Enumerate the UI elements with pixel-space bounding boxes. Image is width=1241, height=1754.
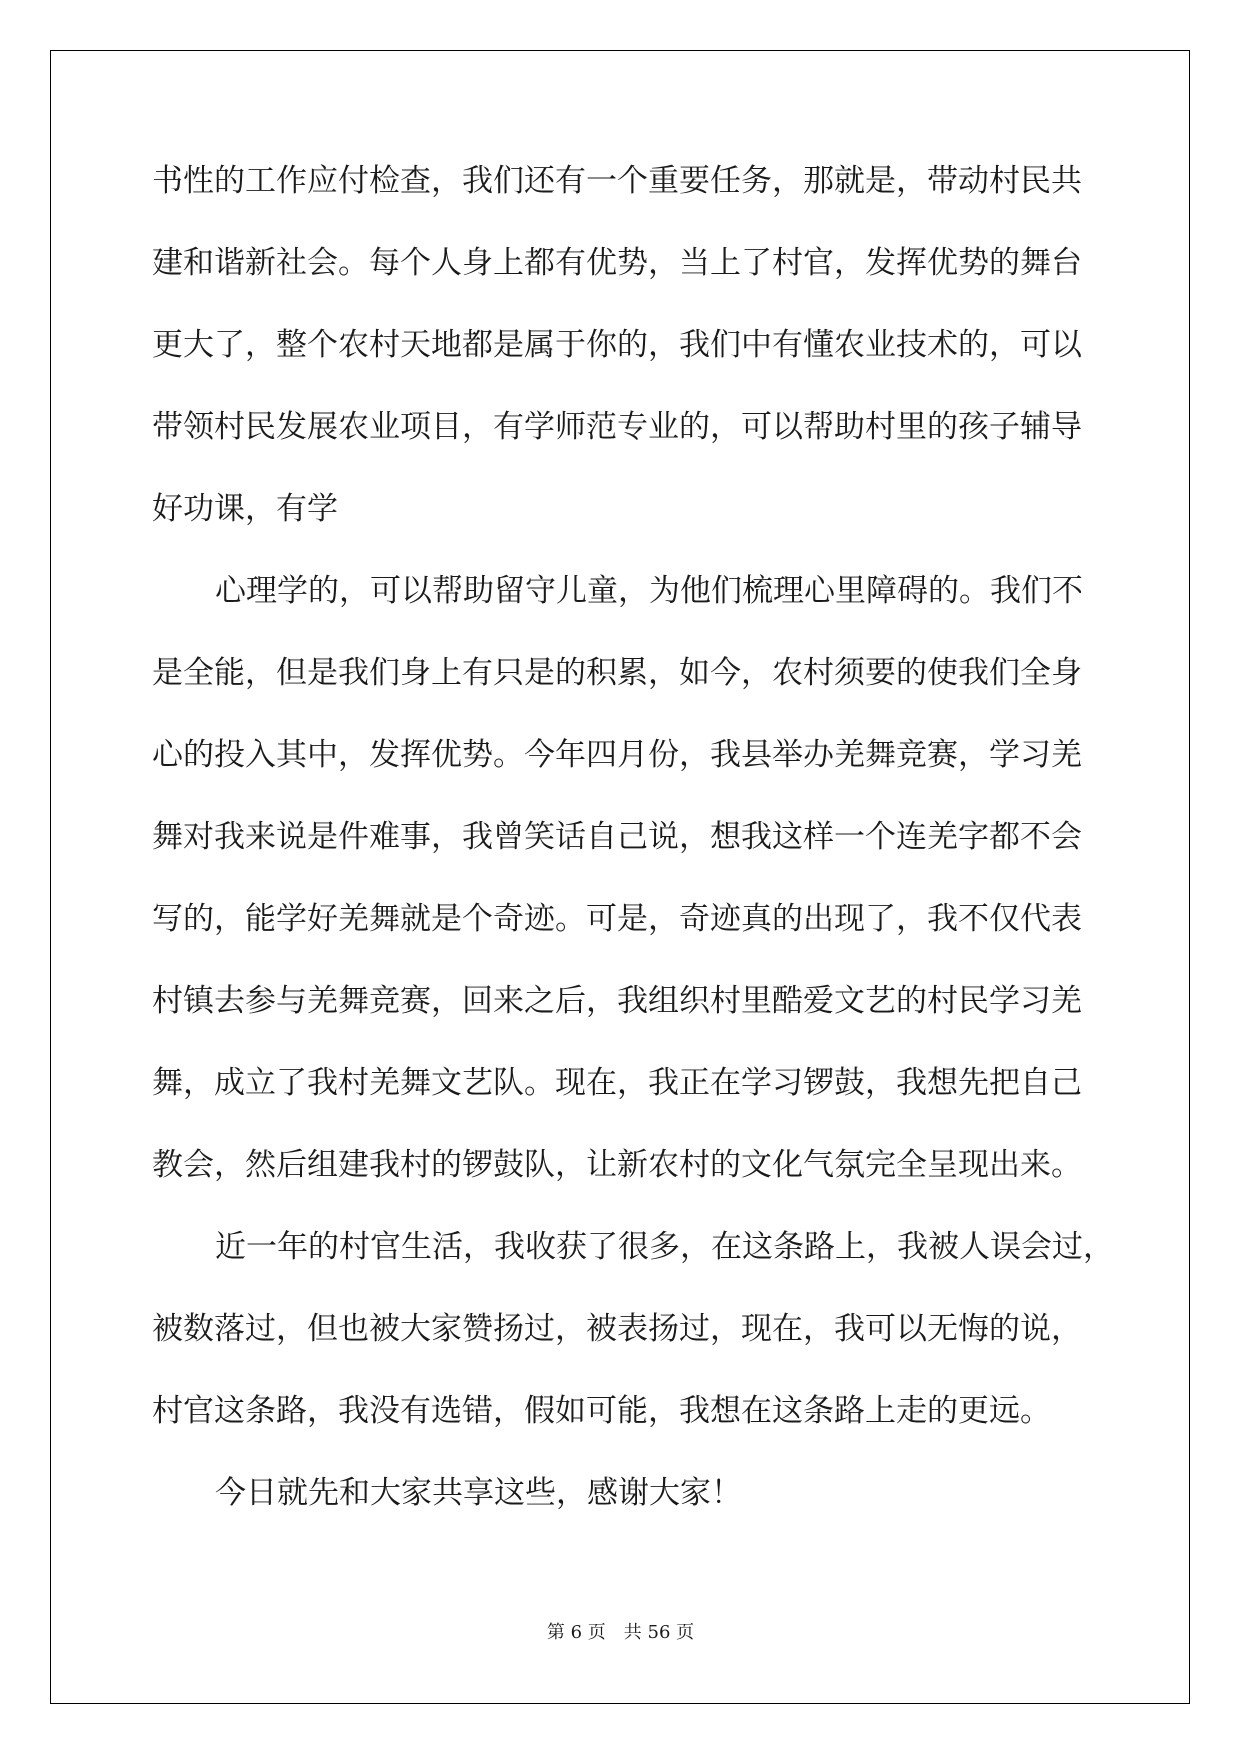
document-body [152,160,1112,1554]
text-line: 更大了，整个农村天地都是属于你的，我们中有懂农业技术的，可以 [152,327,1082,363]
text-line: 被数落过，但也被大家赞扬过，被表扬过，现在，我可以无悔的说， [152,1311,1082,1347]
text-line: 舞对我来说是件难事，我曾笑话自己说，想我这样一个连羌字都不会 [152,819,1082,855]
text-line: 今日就先和大家共享这些，感谢大家！ [215,1475,742,1511]
text-line: 近一年的村官生活，我收获了很多，在这条路上，我被人误会过， [215,1229,1114,1265]
text-line: 教会，然后组建我村的锣鼓队，让新农村的文化气氛完全呈现出来。 [152,1147,1082,1183]
text-line: 好功课，有学 [152,491,338,527]
text-line: 带领村民发展农业项目，有学师范专业的，可以帮助村里的孩子辅导 [152,409,1082,445]
page-total: 共 56 页 [623,1622,695,1643]
page-number: 第 6 页 [546,1622,606,1643]
text-line: 心理学的，可以帮助留守儿童，为他们梳理心里障碍的。我们不 [215,573,1083,609]
page-footer [0,1618,1241,1644]
text-line: 舞，成立了我村羌舞文艺队。现在，我正在学习锣鼓，我想先把自己 [152,1065,1082,1101]
text-line: 是全能，但是我们身上有只是的积累，如今，农村须要的使我们全身 [152,655,1082,691]
text-line: 书性的工作应付检查，我们还有一个重要任务，那就是，带动村民共 [152,163,1082,199]
text-line: 建和谐新社会。每个人身上都有优势，当上了村官，发挥优势的舞台 [152,245,1082,281]
text-line: 写的，能学好羌舞就是个奇迹。可是，奇迹真的出现了，我不仅代表 [152,901,1082,937]
text-line: 村官这条路，我没有选错，假如可能，我想在这条路上走的更远。 [152,1393,1051,1429]
text-line: 心的投入其中，发挥优势。今年四月份，我县举办羌舞竞赛，学习羌 [152,737,1082,773]
text-line: 村镇去参与羌舞竞赛，回来之后，我组织村里酷爱文艺的村民学习羌 [152,983,1082,1019]
